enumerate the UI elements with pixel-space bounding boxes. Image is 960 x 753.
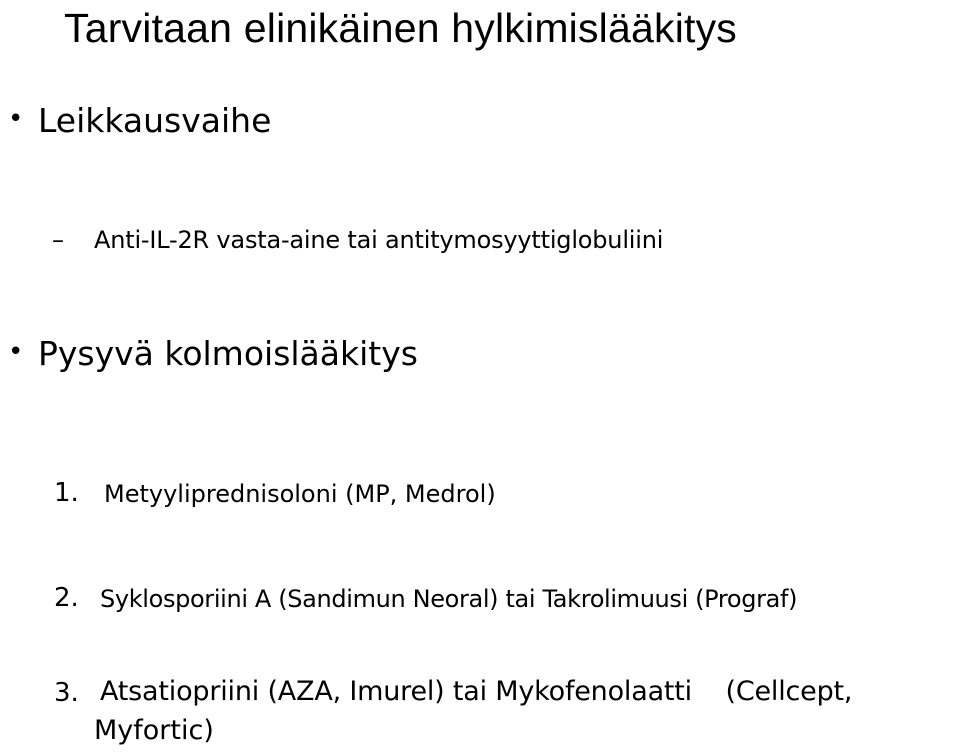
bullet-text-leikkausvaihe: Leikkausvaihe [38,101,272,140]
bullet-marker: • [8,337,24,367]
list-item-text-atsatiopriini: Atsatiopriini (AZA, Imurel) tai Mykofenolaatti (Cellcept, [100,676,853,707]
list-item-text-metyyliprednisoloni: Metyyliprednisoloni (MP, Medrol) [104,480,496,508]
bullet-text-pysyva-kolmoislaakitys: Pysyvä kolmoislääkitys [38,334,418,373]
subitem-text-anti-il-2r: Anti-IL-2R vasta-aine tai antitymosyyttiglobuliini [94,226,664,254]
list-number: 2. [54,583,79,613]
dash-marker: – [52,226,64,254]
list-number: 3. [54,678,79,708]
list-item-text-syklosporiini: Syklosporiini A (Sandimun Neoral) tai Takrolimuusi (Prograf) [100,585,798,613]
bullet-marker: • [8,104,24,134]
slide-title: Tarvitaan elinikäinen hylkimislääkitys [64,5,737,51]
list-number: 1. [54,478,79,508]
list-item-continuation-myfortic: Myfortic) [94,715,214,746]
